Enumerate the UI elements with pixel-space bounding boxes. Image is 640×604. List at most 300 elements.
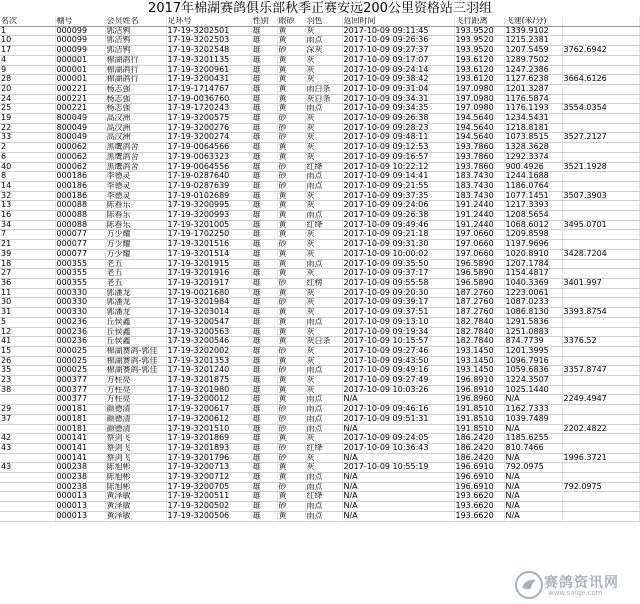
table-cell: 砂	[277, 414, 305, 424]
table-cell: 黄	[277, 84, 305, 94]
table-cell	[562, 492, 639, 502]
table-cell: 老五	[105, 259, 166, 269]
table-cell: 17-19-3202548	[166, 46, 251, 56]
table-cell: 蔡剑飞	[105, 434, 166, 444]
table-cell: 17-19-3203014	[166, 308, 251, 318]
table-cell: 2017-10-09 09:37:51	[342, 308, 454, 318]
table-cell: 26	[0, 356, 55, 366]
table-cell: 000221	[55, 84, 105, 94]
table-cell: 红绛	[305, 492, 342, 502]
table-cell: 郭潘龙	[105, 298, 166, 308]
table-cell: 灰	[305, 453, 342, 463]
table-cell: 17-19-3202501	[166, 26, 251, 36]
table-cell: 2017-10-09 09:31:30	[342, 240, 454, 250]
table-row	[0, 230, 639, 240]
table-cell: 雄	[251, 434, 277, 444]
table-cell: 19	[0, 114, 55, 124]
table-cell: 196.6910	[454, 463, 504, 473]
table-cell: 24	[0, 94, 55, 104]
table-cell: 3401.997	[562, 278, 639, 288]
table-cell: 雄	[251, 424, 277, 434]
table-cell: 雄	[251, 278, 277, 288]
table-row	[0, 492, 639, 502]
table-cell: 3428.7204	[562, 249, 639, 259]
table-cell: 2017-10-09 09:51:31	[342, 414, 454, 424]
table-cell: 000001	[55, 55, 105, 65]
table-row	[0, 414, 639, 424]
table-cell	[562, 463, 639, 473]
table-cell: 雄	[251, 94, 277, 104]
table-cell: 颜德清	[105, 405, 166, 415]
table-cell: 32	[0, 191, 55, 201]
table-cell: 雄	[251, 346, 277, 356]
table-row	[0, 298, 639, 308]
table-cell: 黄	[277, 511, 305, 521]
table-cell: 000236	[55, 327, 105, 337]
table-cell: 000181	[55, 414, 105, 424]
table-cell: 196.5890	[454, 259, 504, 269]
table-cell: 2017-10-09 09:24:14	[342, 65, 454, 75]
table-cell: 17-19-0102689	[166, 191, 251, 201]
table-cell: 雄	[251, 482, 277, 492]
table-cell: 182.7840	[454, 327, 504, 337]
table-cell	[0, 502, 55, 512]
table-row	[0, 405, 639, 415]
table-cell: 000077	[55, 249, 105, 259]
table-cell: 灰	[305, 133, 342, 143]
table-cell: 000025	[55, 346, 105, 356]
table-cell: 17-19-3200276	[166, 123, 251, 133]
table-cell: 雄	[251, 133, 277, 143]
table-cell: 杨志强	[105, 84, 166, 94]
table-row	[0, 443, 639, 453]
table-cell: 17-19-3200993	[166, 211, 251, 221]
table-cell: 000186	[55, 172, 105, 182]
table-cell: 雄	[251, 152, 277, 162]
table-cell: 000355	[55, 259, 105, 269]
table-cell	[562, 473, 639, 483]
table-cell: 雄	[251, 317, 277, 327]
table-cell: 黄	[277, 143, 305, 153]
table-cell	[0, 424, 55, 434]
table-cell: 杨志强	[105, 104, 166, 114]
table-cell: 39	[0, 249, 55, 259]
table-cell: 雄	[251, 84, 277, 94]
table-cell: 雨点	[305, 211, 342, 221]
table-row	[0, 114, 639, 124]
table-cell: 193.6120	[454, 55, 504, 65]
table-cell: 黄	[277, 75, 305, 85]
table-cell: 高汉洲	[105, 123, 166, 133]
table-cell: 191.2440	[454, 201, 504, 211]
table-cell: 27	[0, 269, 55, 279]
table-cell: 黄	[277, 327, 305, 337]
table-cell: 雨点	[305, 104, 342, 114]
table-cell: 17-19-3201514	[166, 249, 251, 259]
table-cell: 2	[0, 143, 55, 153]
table-cell: 雨点	[305, 395, 342, 405]
table-cell: N/A	[342, 453, 454, 463]
table-cell: 17-19-3200502	[166, 502, 251, 512]
table-cell: 193.6120	[454, 65, 504, 75]
table-cell: 800049	[55, 114, 105, 124]
table-cell	[562, 288, 639, 298]
table-row	[0, 376, 639, 386]
table-cell: 34	[0, 220, 55, 230]
table-cell: 000330	[55, 308, 105, 318]
table-row	[0, 75, 639, 85]
table-cell: 黄	[277, 463, 305, 473]
table-cell: 棉湖赛鸽-郭佳	[105, 346, 166, 356]
table-cell: 000238	[55, 482, 105, 492]
table-cell: 000088	[55, 211, 105, 221]
table-cell	[562, 211, 639, 221]
table-cell: 1996.3721	[562, 453, 639, 463]
table-cell: 蔡剑飞	[105, 443, 166, 453]
table-cell: 深灰	[305, 46, 342, 56]
table-cell: 雄	[251, 191, 277, 201]
table-cell: 000025	[55, 356, 105, 366]
table-cell: 792.0975	[504, 463, 562, 473]
table-cell: 郭洁鸦	[105, 36, 166, 46]
table-cell: 1224.3507	[504, 376, 562, 386]
table-cell: 13	[0, 201, 55, 211]
table-cell: 25	[0, 104, 55, 114]
table-cell: 197.0660	[454, 240, 504, 250]
watermark-logo	[514, 570, 634, 600]
table-cell: 000062	[55, 162, 105, 172]
column-header	[562, 17, 639, 26]
watermark-url: www.saige.com	[548, 589, 603, 597]
table-cell	[562, 298, 639, 308]
table-cell: 8	[0, 172, 55, 182]
table-cell: 800049	[55, 123, 105, 133]
table-row	[0, 211, 639, 221]
table-cell: 雨点	[305, 482, 342, 492]
table-cell: 雄	[251, 123, 277, 133]
table-cell: 雄	[251, 181, 277, 191]
table-row	[0, 288, 639, 298]
table-cell: 2017-10-09 09:48:11	[342, 133, 454, 143]
table-row	[0, 143, 639, 153]
table-cell: 000099	[55, 46, 105, 56]
table-cell	[562, 502, 639, 512]
table-cell: 雄	[251, 201, 277, 211]
column-header: 飞行距离	[454, 17, 504, 26]
table-cell: 灰	[305, 26, 342, 36]
table-cell: 17-19-1714767	[166, 84, 251, 94]
table-cell: 2017-10-09 10:22:12	[342, 162, 454, 172]
table-cell: 23	[0, 376, 55, 386]
table-row	[0, 104, 639, 114]
table-cell: 193.9520	[454, 26, 504, 36]
table-cell: 196.6910	[454, 482, 504, 492]
table-row	[0, 26, 639, 36]
table-cell: 17-19-3201893	[166, 443, 251, 453]
table-cell: 191.8510	[454, 414, 504, 424]
table-cell: 191.2440	[454, 220, 504, 230]
table-cell: N/A	[342, 502, 454, 512]
table-cell: 193.9520	[454, 36, 504, 46]
table-cell: 43	[0, 443, 55, 453]
table-cell: 193.7860	[454, 152, 504, 162]
table-cell: 雄	[251, 473, 277, 483]
table-cell	[562, 143, 639, 153]
table-cell: 灰	[305, 230, 342, 240]
table-cell: 雨点	[305, 405, 342, 415]
table-cell: 2017-10-09 09:27:37	[342, 46, 454, 56]
table-cell: 000186	[55, 181, 105, 191]
table-cell: 黄	[277, 308, 305, 318]
table-cell: 雨点	[305, 511, 342, 521]
table-cell: 000330	[55, 298, 105, 308]
table-cell: 21	[0, 240, 55, 250]
table-cell	[562, 181, 639, 191]
table-cell: 黄	[277, 337, 305, 347]
table-cell: 黄	[277, 492, 305, 502]
table-cell: 196.8960	[454, 395, 504, 405]
table-cell: 17-19-3201240	[166, 366, 251, 376]
table-cell	[562, 356, 639, 366]
table-cell: 1328.3628	[504, 143, 562, 153]
table-cell: 37	[0, 414, 55, 424]
table-cell: 灰	[305, 288, 342, 298]
table-cell: 砂	[277, 133, 305, 143]
table-cell: 1339.9102	[504, 26, 562, 36]
table-cell	[562, 55, 639, 65]
table-cell: 1234.5431	[504, 114, 562, 124]
table-cell: 雄	[251, 366, 277, 376]
table-cell: 187.2760	[454, 288, 504, 298]
table-cell: 砂	[277, 123, 305, 133]
table-cell: 17-19-0036760	[166, 94, 251, 104]
table-cell: 17-19-3200705	[166, 482, 251, 492]
table-cell: 灰	[305, 434, 342, 444]
table-cell	[562, 230, 639, 240]
table-cell	[562, 443, 639, 453]
table-cell: 黄	[277, 395, 305, 405]
table-cell	[0, 511, 55, 521]
table-cell: 17-19-1702250	[166, 230, 251, 240]
table-cell: 雄	[251, 259, 277, 269]
table-cell: 000025	[55, 366, 105, 376]
table-row	[0, 191, 639, 201]
table-cell: 187.2760	[454, 298, 504, 308]
table-cell: N/A	[342, 395, 454, 405]
table-cell: 砂	[277, 172, 305, 182]
table-row	[0, 249, 639, 259]
table-cell: 17-19-0021680	[166, 288, 251, 298]
table-cell	[562, 26, 639, 36]
table-cell: 17-19-3200961	[166, 65, 251, 75]
table-cell: N/A	[342, 492, 454, 502]
table-cell: 17-19-3202002	[166, 346, 251, 356]
table-cell: N/A	[504, 492, 562, 502]
table-cell: 棉湖鸽行	[105, 55, 166, 65]
table-cell: 红楞	[305, 278, 342, 288]
table-cell: 雄	[251, 395, 277, 405]
table-cell: 雄	[251, 376, 277, 386]
table-cell: 000088	[55, 220, 105, 230]
table-cell: 方柱亮	[105, 385, 166, 395]
table-cell: 陈春乐	[105, 201, 166, 211]
table-cell: 2017-10-09 09:43:50	[342, 356, 454, 366]
table-cell: 17-19-3201796	[166, 453, 251, 463]
table-cell: 800049	[55, 133, 105, 143]
table-cell: 1247.2386	[504, 65, 562, 75]
table-cell: 棉湖赛鸽-郭佳	[105, 356, 166, 366]
table-cell: 砂	[277, 482, 305, 492]
table-cell: 2017-10-09 09:49:16	[342, 366, 454, 376]
table-cell: 砂	[277, 502, 305, 512]
table-cell: 杨志强	[105, 94, 166, 104]
table-cell: 方少耀	[105, 240, 166, 250]
table-row	[0, 259, 639, 269]
table-cell: 193.7860	[454, 143, 504, 153]
table-cell	[562, 240, 639, 250]
table-cell: 3527.2127	[562, 133, 639, 143]
table-cell: 42	[0, 434, 55, 444]
table-cell: 1207.1784	[504, 259, 562, 269]
table-cell: 1025.1440	[504, 385, 562, 395]
table-cell: 191.8510	[454, 424, 504, 434]
table-cell: 灰	[305, 308, 342, 318]
table-cell: 6	[0, 152, 55, 162]
table-cell: 197.0980	[454, 84, 504, 94]
table-cell: 31	[0, 308, 55, 318]
table-cell: 7	[0, 230, 55, 240]
table-cell: 2017-10-09 10:36:43	[342, 443, 454, 453]
table-cell: 000238	[55, 473, 105, 483]
table-cell: 雄	[251, 356, 277, 366]
table-row	[0, 395, 639, 405]
table-cell: 000062	[55, 143, 105, 153]
table-cell: 2017-10-09 09:21:18	[342, 230, 454, 240]
table-cell: 28	[0, 75, 55, 85]
table-cell: 丘侯鑫	[105, 317, 166, 327]
table-cell: 灰	[305, 298, 342, 308]
table-row	[0, 278, 639, 288]
table-row	[0, 434, 639, 444]
table-cell: 黄	[277, 94, 305, 104]
table-cell	[562, 172, 639, 182]
table-row	[0, 94, 639, 104]
table-cell	[562, 84, 639, 94]
table-cell: 丘侯鑫	[105, 327, 166, 337]
table-row	[0, 346, 639, 356]
table-row	[0, 220, 639, 230]
table-cell: 1217.3393	[504, 201, 562, 211]
table-cell: 17-19-3200612	[166, 414, 251, 424]
table-cell: N/A	[342, 511, 454, 521]
table-cell: 17-19-3200274	[166, 133, 251, 143]
table-cell	[562, 317, 639, 327]
table-cell: 1291.5836	[504, 317, 562, 327]
table-cell: 灰	[305, 356, 342, 366]
table-cell: 雨点	[305, 473, 342, 483]
table-cell: 17-19-1720243	[166, 104, 251, 114]
table-cell: 2017-10-09 09:20:30	[342, 288, 454, 298]
table-cell: 1059.6836	[504, 366, 562, 376]
table-cell: 2017-10-09 09:16:57	[342, 152, 454, 162]
table-cell: 1209.8598	[504, 230, 562, 240]
table-cell: 000355	[55, 269, 105, 279]
table-cell: 1185.6255	[504, 434, 562, 444]
table-cell: 黄	[277, 211, 305, 221]
table-cell: 灰	[305, 249, 342, 259]
table-cell: 陈旭彬	[105, 473, 166, 483]
table-cell: 792.0975	[562, 482, 639, 492]
table-cell: 灰	[305, 463, 342, 473]
table-cell: 黑鹰鸽舍	[105, 152, 166, 162]
table-cell: 2017-10-09 09:24:06	[342, 201, 454, 211]
table-cell: 17-19-3200617	[166, 405, 251, 415]
table-cell: 灰	[305, 143, 342, 153]
table-cell: 砂	[277, 443, 305, 453]
table-cell: 000077	[55, 240, 105, 250]
table-cell: 2017-10-09 09:34:35	[342, 104, 454, 114]
table-cell: 灰白条	[305, 94, 342, 104]
table-row	[0, 453, 639, 463]
column-header: 飞速(米/分)	[504, 17, 562, 26]
table-cell: 1289.7502	[504, 55, 562, 65]
table-cell: 方柱亮	[105, 376, 166, 386]
table-cell: 3393.8754	[562, 308, 639, 318]
table-cell	[562, 114, 639, 124]
table-cell: 000377	[55, 385, 105, 395]
table-cell: 雄	[251, 36, 277, 46]
table-cell: 李德灵	[105, 191, 166, 201]
table-cell: 黑鹰鸽舍	[105, 162, 166, 172]
table-row	[0, 502, 639, 512]
table-cell: 193.7860	[454, 162, 504, 172]
table-row	[0, 385, 639, 395]
table-cell: 000013	[55, 511, 105, 521]
table-cell: 4	[0, 55, 55, 65]
table-cell: 000221	[55, 94, 105, 104]
table-cell: 2017-10-09 09:55:58	[342, 278, 454, 288]
table-cell	[562, 376, 639, 386]
table-cell: 000181	[55, 405, 105, 415]
table-cell	[562, 385, 639, 395]
table-cell: 黄	[277, 288, 305, 298]
table-cell: 雨点	[305, 172, 342, 182]
table-cell: 1039.7489	[504, 414, 562, 424]
table-cell	[562, 259, 639, 269]
table-cell: 雄	[251, 269, 277, 279]
table-cell: 000099	[55, 36, 105, 46]
table-cell: 灰	[305, 240, 342, 250]
table-cell: 193.1450	[454, 346, 504, 356]
table-cell	[0, 453, 55, 463]
table-cell: 黄	[277, 152, 305, 162]
table-cell: 红绛	[305, 443, 342, 453]
column-header: 棚号	[55, 17, 105, 26]
table-cell: 高汉洲	[105, 114, 166, 124]
table-cell: 193.1450	[454, 366, 504, 376]
table-cell: 17-19-3200431	[166, 75, 251, 85]
table-cell: 874.7739	[504, 337, 562, 347]
table-cell: 雨点	[305, 414, 342, 424]
table-cell: 186.2420	[454, 453, 504, 463]
table-cell: 灰	[305, 55, 342, 65]
table-cell: 雄	[251, 511, 277, 521]
table-cell: 灰	[305, 269, 342, 279]
table-row	[0, 473, 639, 483]
table-cell: 2017-10-09 10:55:19	[342, 463, 454, 473]
column-header: 眼砂	[277, 17, 305, 26]
table-cell: 雨点	[305, 317, 342, 327]
